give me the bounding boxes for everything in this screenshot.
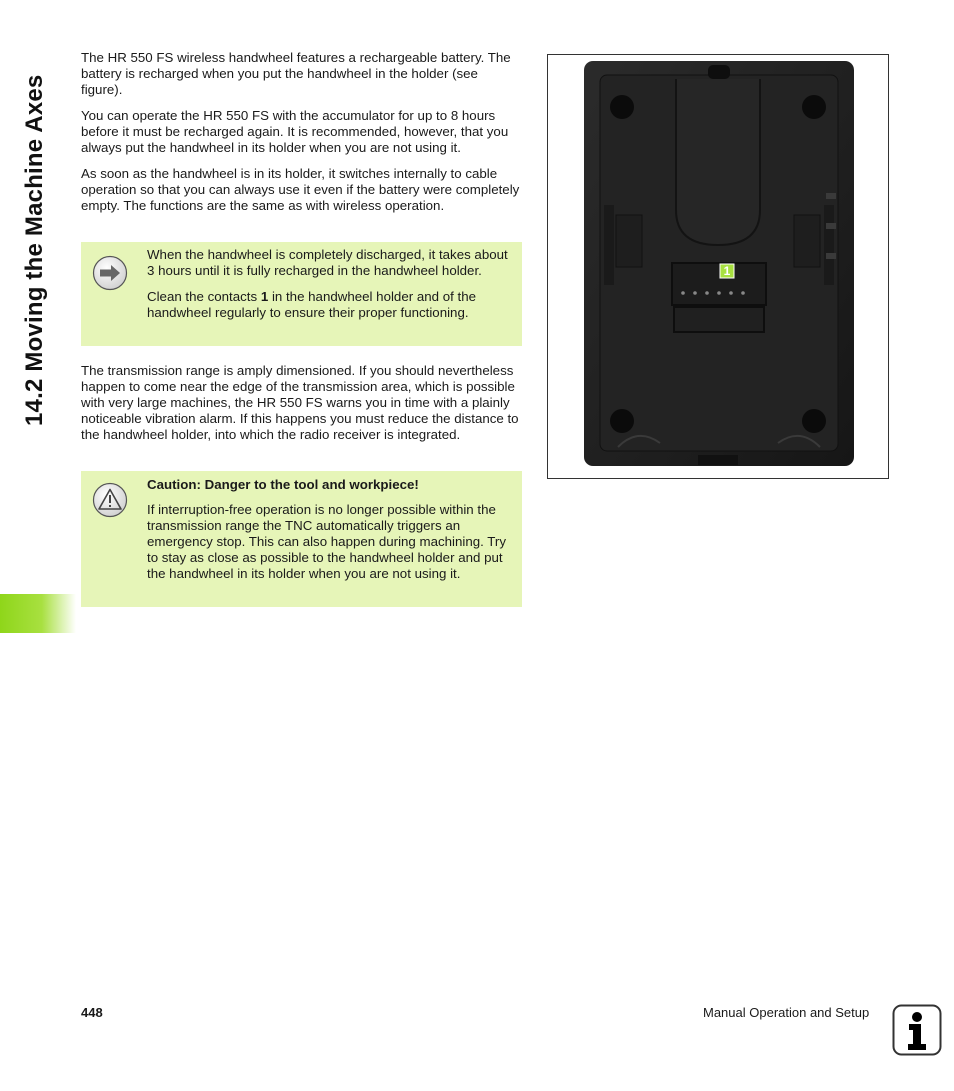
footer-section-title: Manual Operation and Setup <box>703 1005 870 1020</box>
arrow-right-icon <box>92 255 128 291</box>
warning-triangle-icon <box>92 482 128 518</box>
caution-body: If interruption-free operation is no longer possible within the transmission range the TNC automatically triggers an emergency stop. This can also happen during machining. Try to stay as close as possible to the handwheel holder and put the handwheel in its holder when you are not using it. <box>147 502 506 581</box>
caution-title: Caution: Danger to the tool and workpiece! <box>147 477 419 492</box>
chapter-sidebar-title <box>21 48 61 428</box>
info-icon <box>892 1004 942 1056</box>
paragraph-battery: The HR 550 FS wireless handwheel features a rechargeable battery. The battery is recharged when you put the handwheel in the holder (see figure). <box>81 50 511 97</box>
note-text <box>147 247 515 331</box>
page-number: 448 <box>81 1005 103 1020</box>
caution-box <box>81 471 522 607</box>
handwheel-holder-image <box>548 55 888 478</box>
caution-text <box>147 477 515 592</box>
note-recharge-time: When the handwheel is completely discharged, it takes about 3 hours until it is fully recharged in the handwheel holder. <box>147 247 508 278</box>
callout-label: 1 <box>723 264 731 278</box>
note-clean-contacts: Clean the contacts 1 in the handwheel holder and of the handwheel regularly to ensure their proper functioning. <box>147 289 476 320</box>
handwheel-holder-figure <box>547 54 889 479</box>
chapter-title-text: 14.2 Moving the Machine Axes <box>21 74 48 426</box>
chapter-tab-marker <box>0 594 76 633</box>
contacts-callout <box>720 264 734 278</box>
paragraph-transmission-range: The transmission range is amply dimensioned. If you should nevertheless happen to come near the edge of the transmission area, which is possible with very large machines, the HR 550 FS warns you in time with a plainly noticeable vibration alarm. If this happens you must reduce the distance to the handwheel holder, into which the radio receiver is integrated. <box>81 363 519 442</box>
paragraph-operating-time: You can operate the HR 550 FS with the accumulator for up to 8 hours before it must be recharged again. It is recommended, however, that you always put the handwheel in its holder when you are not using it. <box>81 108 509 155</box>
paragraph-cable-operation: As soon as the handwheel is in its holder, it switches internally to cable operation so that you can always use it even if the battery were completely empty. The functions are the same as with wireless operation. <box>81 166 520 213</box>
note-box <box>81 242 522 346</box>
